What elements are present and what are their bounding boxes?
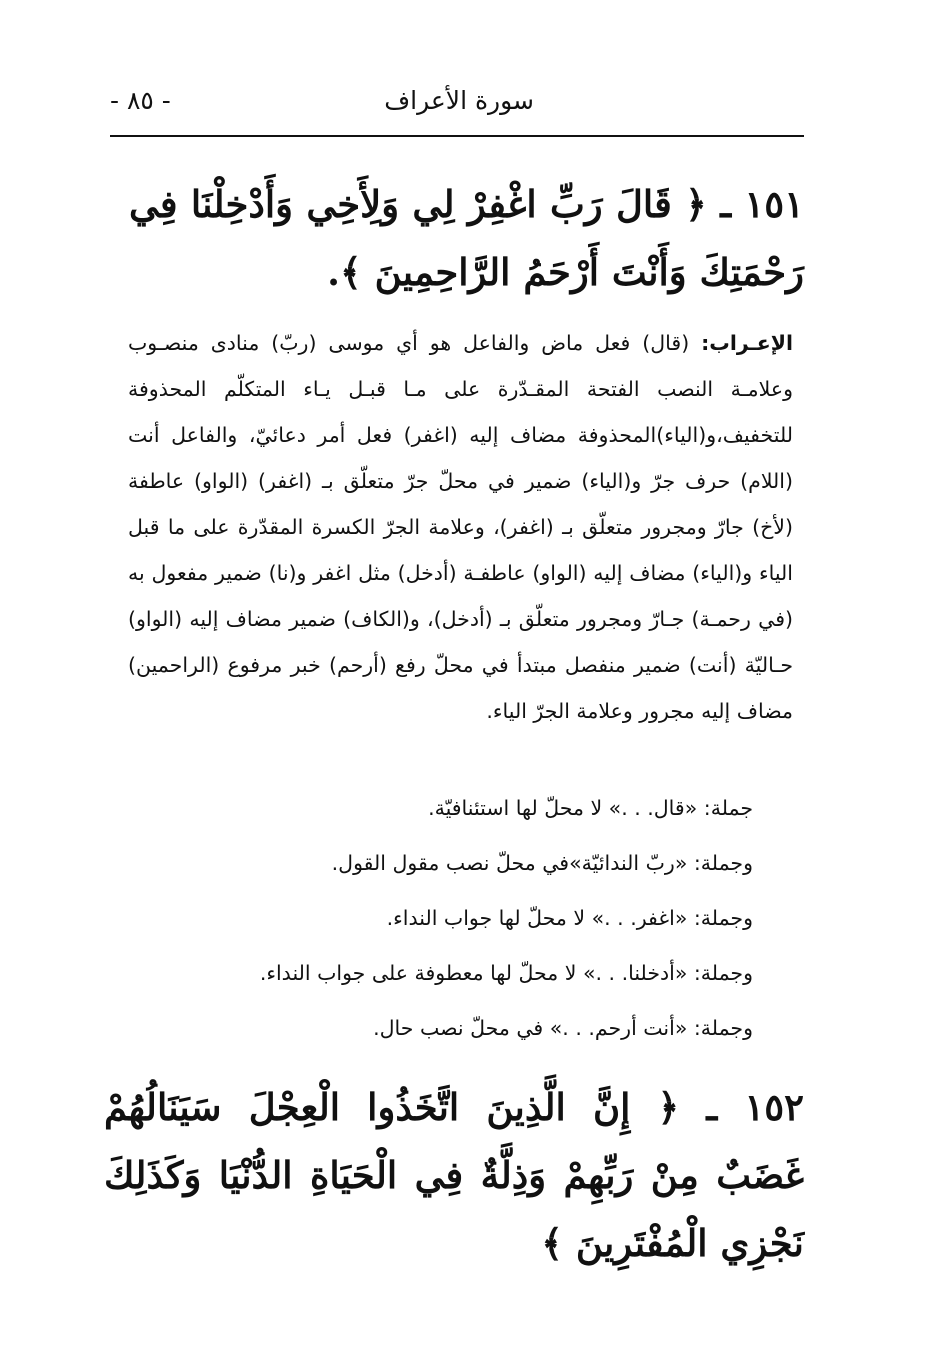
verse-151: ١٥١ ـ ﴿ قَالَ رَبِّ اغْفِرْ لِي وَلِأَخِي وَأَدْخِلْنَا فِي رَحْمَتِكَ وَأَنْتَ أَرْحَمُ الرَّاحِمِينَ ﴾. bbox=[129, 182, 804, 294]
irab-label: الإعـراب: bbox=[701, 331, 793, 355]
sentence-analysis-item: وجملة: «أنت أرحم. . .» في محلّ نصب حال. bbox=[373, 1016, 753, 1040]
page-number: - ٨٥ - bbox=[110, 86, 171, 115]
sentence-analysis-item: جملة: «قال. . .» لا محلّ لها استئنافيّة. bbox=[428, 796, 753, 820]
surah-title: سورة الأعراف bbox=[384, 86, 534, 115]
sentence-analysis-list bbox=[153, 785, 753, 1060]
header-divider bbox=[110, 135, 804, 137]
sentence-analysis-item: وجملة: «ربّ الندائيّة»في محلّ نصب مقول القول. bbox=[331, 851, 753, 875]
irab-paragraph bbox=[128, 320, 793, 734]
verse-152: ١٥٢ ـ ﴿ إِنَّ الَّذِينَ اتَّخَذُوا الْعِجْلَ سَيَنَالُهُمْ غَضَبٌ مِنْ رَبِّهِمْ وَذِلَّةٌ فِي الْحَيَاةِ الدُّنْيَا وَكَذَلِكَ نَجْزِي الْمُفْتَرِينَ ﴾ bbox=[104, 1085, 804, 1265]
sentence-analysis-item: وجملة: «اغفر. . .» لا محلّ لها جواب النداء. bbox=[386, 906, 753, 930]
sentence-analysis-item: وجملة: «أدخلنا. . .» لا محلّ لها معطوفة على جواب النداء. bbox=[259, 961, 753, 985]
irab-text: (قال) فعل ماض والفاعل هو أي موسى (ربّ) منادى منصـوب وعلامـة النصب الفتحة المقـدّرة على مـا قبـل يـاء المتكلّم المحذوفة للتخفيف،و(الياء)المحذوفة مضاف إليه (اغفر) فعل أمر دعائيّ، والفاعل أنت (اللام) حرف جرّ و(الياء) ضمير في محلّ جرّ متعلّق بـ (اغفر) (الواو) عاطفة (لأخ) جارّ ومجرور متعلّق بـ (اغفر)، وعلامة الجرّ الكسرة المقدّرة على ما قبل الياء و(الياء) مضاف إليه (الواو) عاطفـة (أدخل) مثل اغفر و(نا) ضمير مفعول به (في رحمـة) جـارّ ومجرور متعلّق بـ (أدخل)، و(الكاف) ضمير مضاف إليه (الواو) حـاليّة (أنت) ضمير منفصل مبتدأ في محلّ رفع (أرحم) خبر مرفوع (الراحمين) مضاف إليه مجرور وعلامة الجرّ الياء. bbox=[128, 331, 793, 723]
page-header bbox=[110, 78, 804, 138]
